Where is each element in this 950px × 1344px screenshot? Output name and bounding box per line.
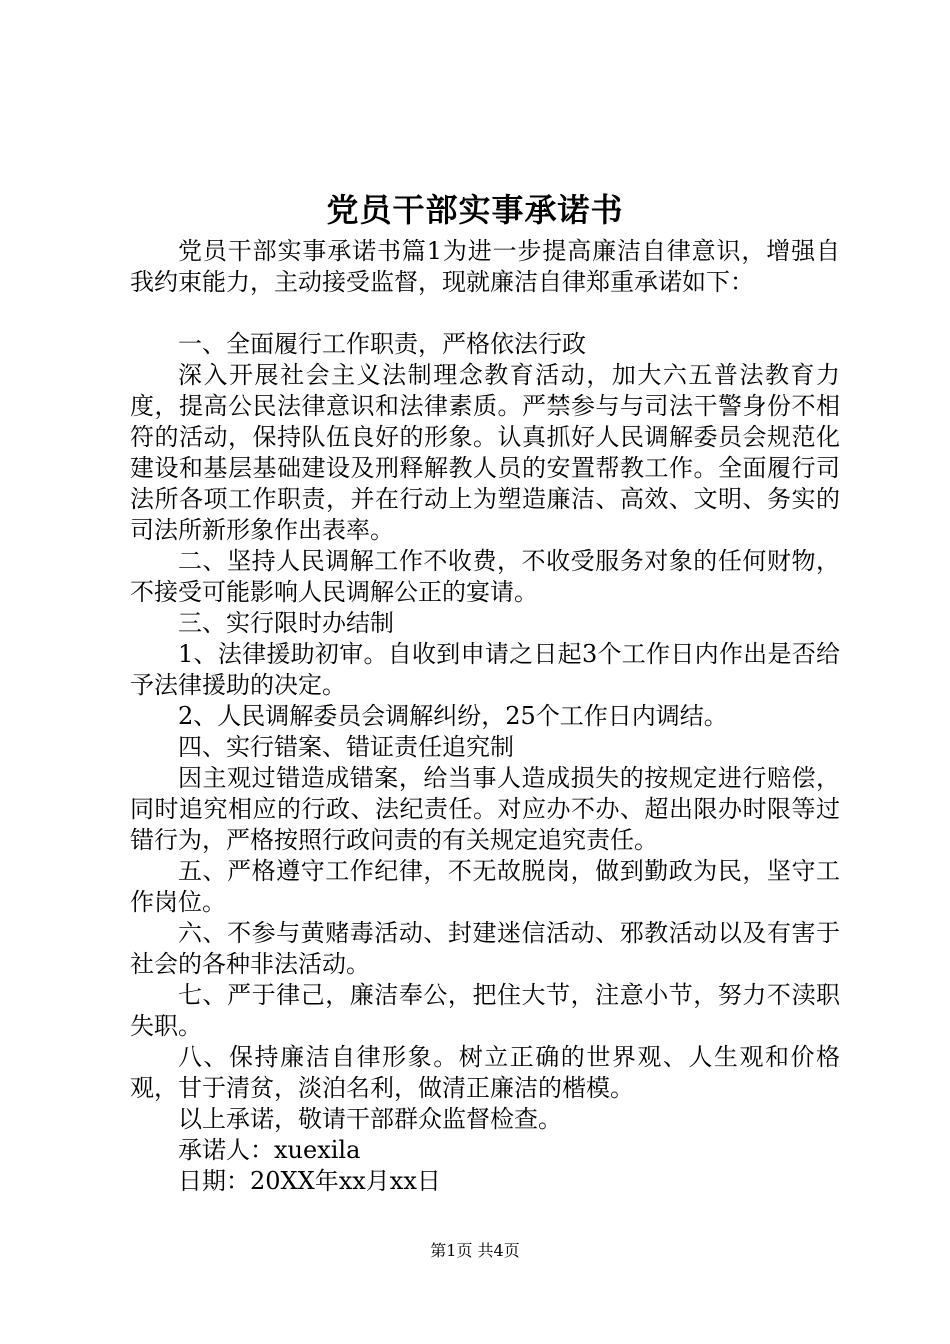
page-indicator: 第1页 共4页 xyxy=(430,1241,520,1260)
section-heading-1: 一、全面履行工作职责，严格依法行政 xyxy=(178,330,586,358)
paragraph-spacer xyxy=(130,298,840,329)
signatory-line: 承诺人：xuexila xyxy=(178,1136,361,1164)
section-5-paragraph: 五、严格遵守工作纪律，不无故脱岗，做到勤政为民，坚守工作岗位。 xyxy=(130,857,840,916)
section-3-item-2: 2、人民调解委员会调解纠纷，25个工作日内调结。 xyxy=(178,702,728,730)
section-8-paragraph: 八、保持廉洁自律形象。树立正确的世界观、人生观和价格观，甘于清贫，淡泊名利，做清正廉洁的楷模。 xyxy=(130,1043,840,1102)
section-2-paragraph: 二、坚持人民调解工作不收费，不收受服务对象的任何财物，不接受可能影响人民调解公正的宴请。 xyxy=(130,547,840,606)
section-3-item-1: 1、法律援助初审。自收到申请之日起3个工作日内作出是否给予法律援助的决定。 xyxy=(130,640,840,699)
section-6-paragraph: 六、不参与黄赌毒活动、封建迷信活动、邪教活动以及有害于社会的各种非法活动。 xyxy=(130,919,840,978)
document-body xyxy=(130,236,840,1197)
date-line: 日期：20XX年xx月xx日 xyxy=(178,1167,441,1195)
section-4-body: 因主观过错造成错案，给当事人造成损失的按规定进行赔偿，同时追究相应的行政、法纪责任。对应办不办、超出限办时限等过错行为，严格按照行政问责的有关规定追究责任。 xyxy=(130,764,840,854)
intro-paragraph: 党员干部实事承诺书篇1为进一步提高廉洁自律意识，增强自我约束能力，主动接受监督，现就廉洁自律郑重承诺如下： xyxy=(130,237,840,296)
section-heading-3: 三、实行限时办结制 xyxy=(178,609,394,637)
section-7-paragraph: 七、严于律己，廉洁奉公，把住大节，注意小节，努力不渎职失职。 xyxy=(130,981,840,1040)
section-1-body: 深入开展社会主义法制理念教育活动，加大六五普法教育力度，提高公民法律意识和法律素质。严禁参与与司法干警身份不相符的活动，保持队伍良好的形象。认真抓好人民调解委员会规范化建设和基层基础建设及刑释解教人员的安置帮教工作。全面履行司法所各项工作职责，并在行动上为塑造廉洁、高效、文明、务实的司法所新形象作出表率。 xyxy=(130,361,840,544)
closing-statement: 以上承诺，敬请干部群众监督检查。 xyxy=(178,1105,562,1133)
section-heading-4: 四、实行错案、错证责任追究制 xyxy=(178,733,514,761)
document-title: 党员干部实事承诺书 xyxy=(326,191,624,229)
